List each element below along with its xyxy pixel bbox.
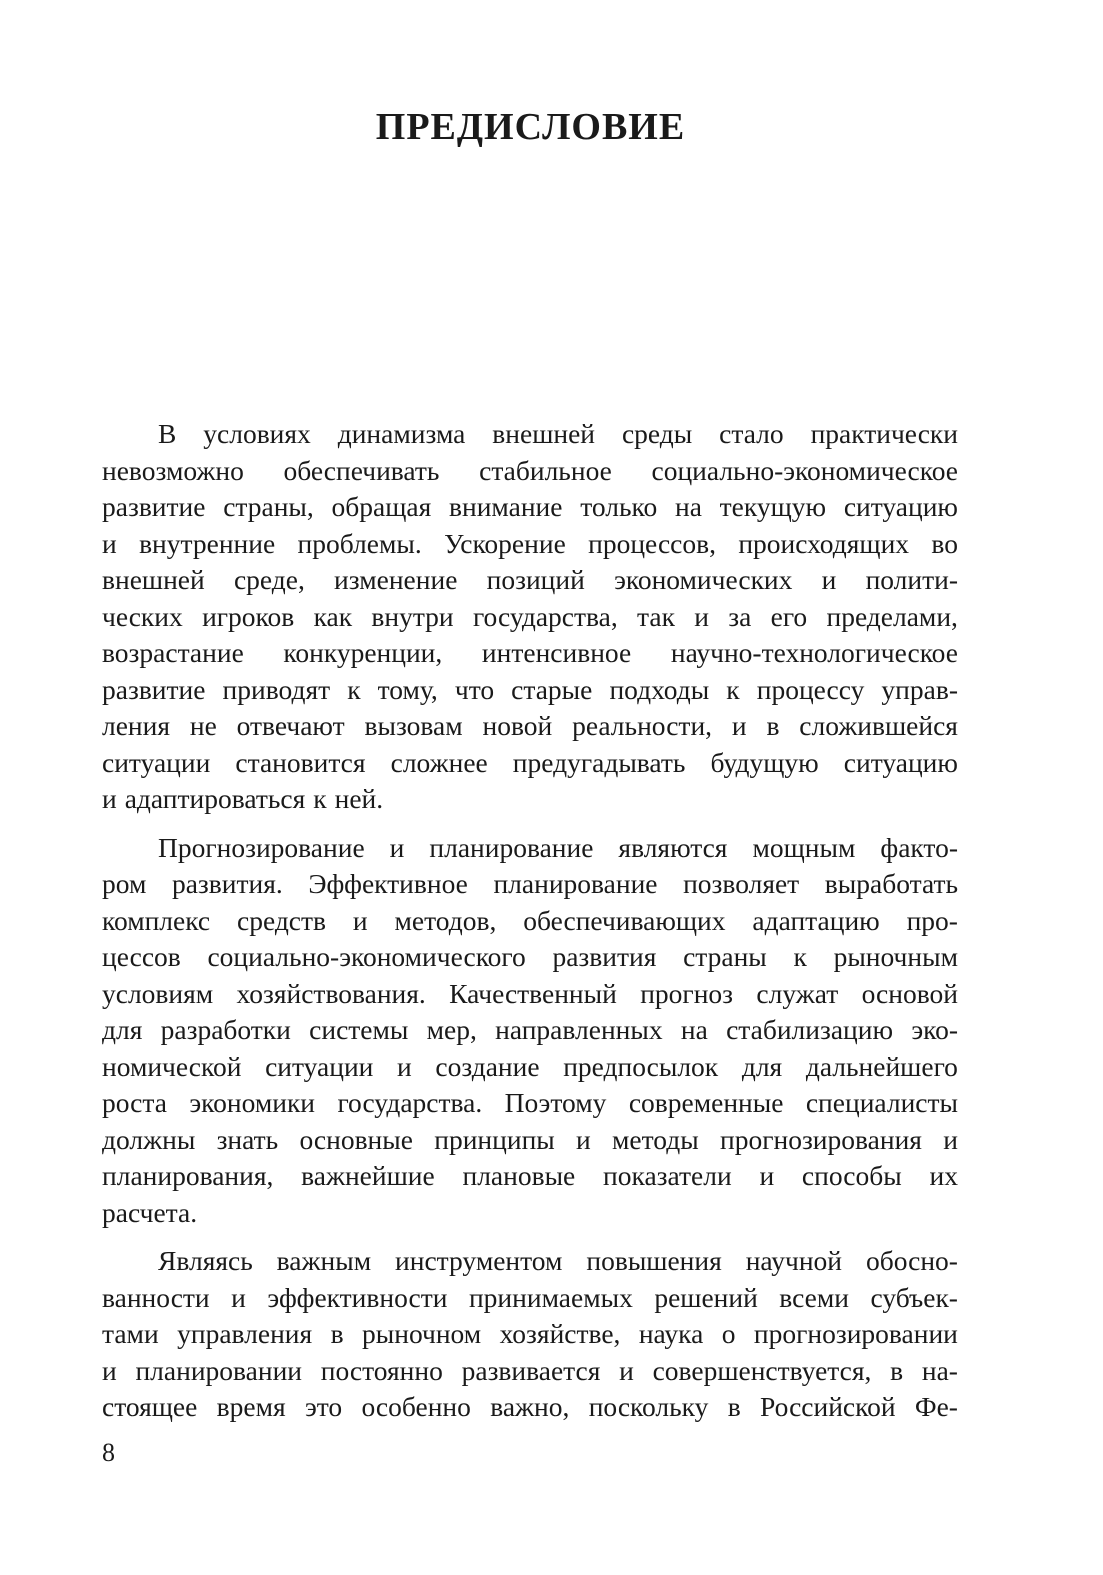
text-line: невозможно обеспечивать стабильное социально-экономическое bbox=[102, 454, 958, 486]
text-line: комплекс средств и методов, обеспечивающих адаптацию про- bbox=[102, 904, 958, 936]
text-line: должны знать основные принципы и методы прогнозирования и bbox=[102, 1123, 958, 1155]
text-line: ванности и эффективности принимаемых решений всеми субъек- bbox=[102, 1281, 958, 1313]
text-line: развитие приводят к тому, что старые подходы к процессу управ- bbox=[102, 673, 958, 705]
text-line: ром развития. Эффективное планирование позволяет выработать bbox=[102, 868, 958, 899]
paragraph bbox=[102, 1243, 958, 1426]
text-line: условиям хозяйствования. Качественный прогноз служат основой bbox=[102, 977, 958, 1009]
text-line: и внутренние проблемы. Ускорение процессов, происходящих во bbox=[102, 527, 958, 559]
text-line: ления не отвечают вызовам новой реальности, и в сложившейся bbox=[102, 710, 958, 741]
text-line: и планировании постоянно развивается и совершенствуется, в на- bbox=[102, 1354, 958, 1386]
text-line: тами управления в рыночном хозяйстве, наука о прогнозировании bbox=[102, 1318, 958, 1349]
paragraph bbox=[102, 416, 958, 818]
text-line: расчета. bbox=[102, 1196, 198, 1228]
page-title: ПРЕДИСЛОВИЕ bbox=[375, 106, 686, 148]
text-line: В условиях динамизма внешней среды стало практически bbox=[158, 418, 958, 449]
text-line: Прогнозирование и планирование являются мощным факто- bbox=[158, 831, 958, 863]
text-line: ческих игроков как внутри государства, так и за его пределами, bbox=[102, 600, 958, 632]
text-line: для разработки системы мер, направленных на стабилизацию эко- bbox=[102, 1014, 958, 1045]
text-line: планирования, важнейшие плановые показатели и способы их bbox=[102, 1160, 958, 1191]
body-text bbox=[102, 416, 958, 1426]
page-number: 8 bbox=[102, 1438, 115, 1467]
text-line: роста экономики государства. Поэтому современные специалисты bbox=[102, 1087, 958, 1118]
text-line: Являясь важным инструментом повышения научной обосно- bbox=[158, 1245, 958, 1276]
text-line: цессов социально-экономического развития страны к рыночным bbox=[102, 941, 958, 972]
text-line: внешней среде, изменение позиций экономических и полити- bbox=[102, 564, 958, 595]
text-line: возрастание конкуренции, интенсивное научно-технологическое bbox=[102, 637, 958, 668]
text-line: номической ситуации и создание предпосылок для дальнейшего bbox=[102, 1050, 958, 1082]
text-line: стоящее время это особенно важно, поскольку в Российской Фе- bbox=[102, 1391, 958, 1422]
paragraph bbox=[102, 830, 958, 1232]
text-line: развитие страны, обращая внимание только на текущую ситуацию bbox=[102, 491, 958, 522]
text-line: и адаптироваться к ней. bbox=[102, 783, 384, 814]
text-line: ситуации становится сложнее предугадывать будущую ситуацию bbox=[102, 746, 958, 778]
